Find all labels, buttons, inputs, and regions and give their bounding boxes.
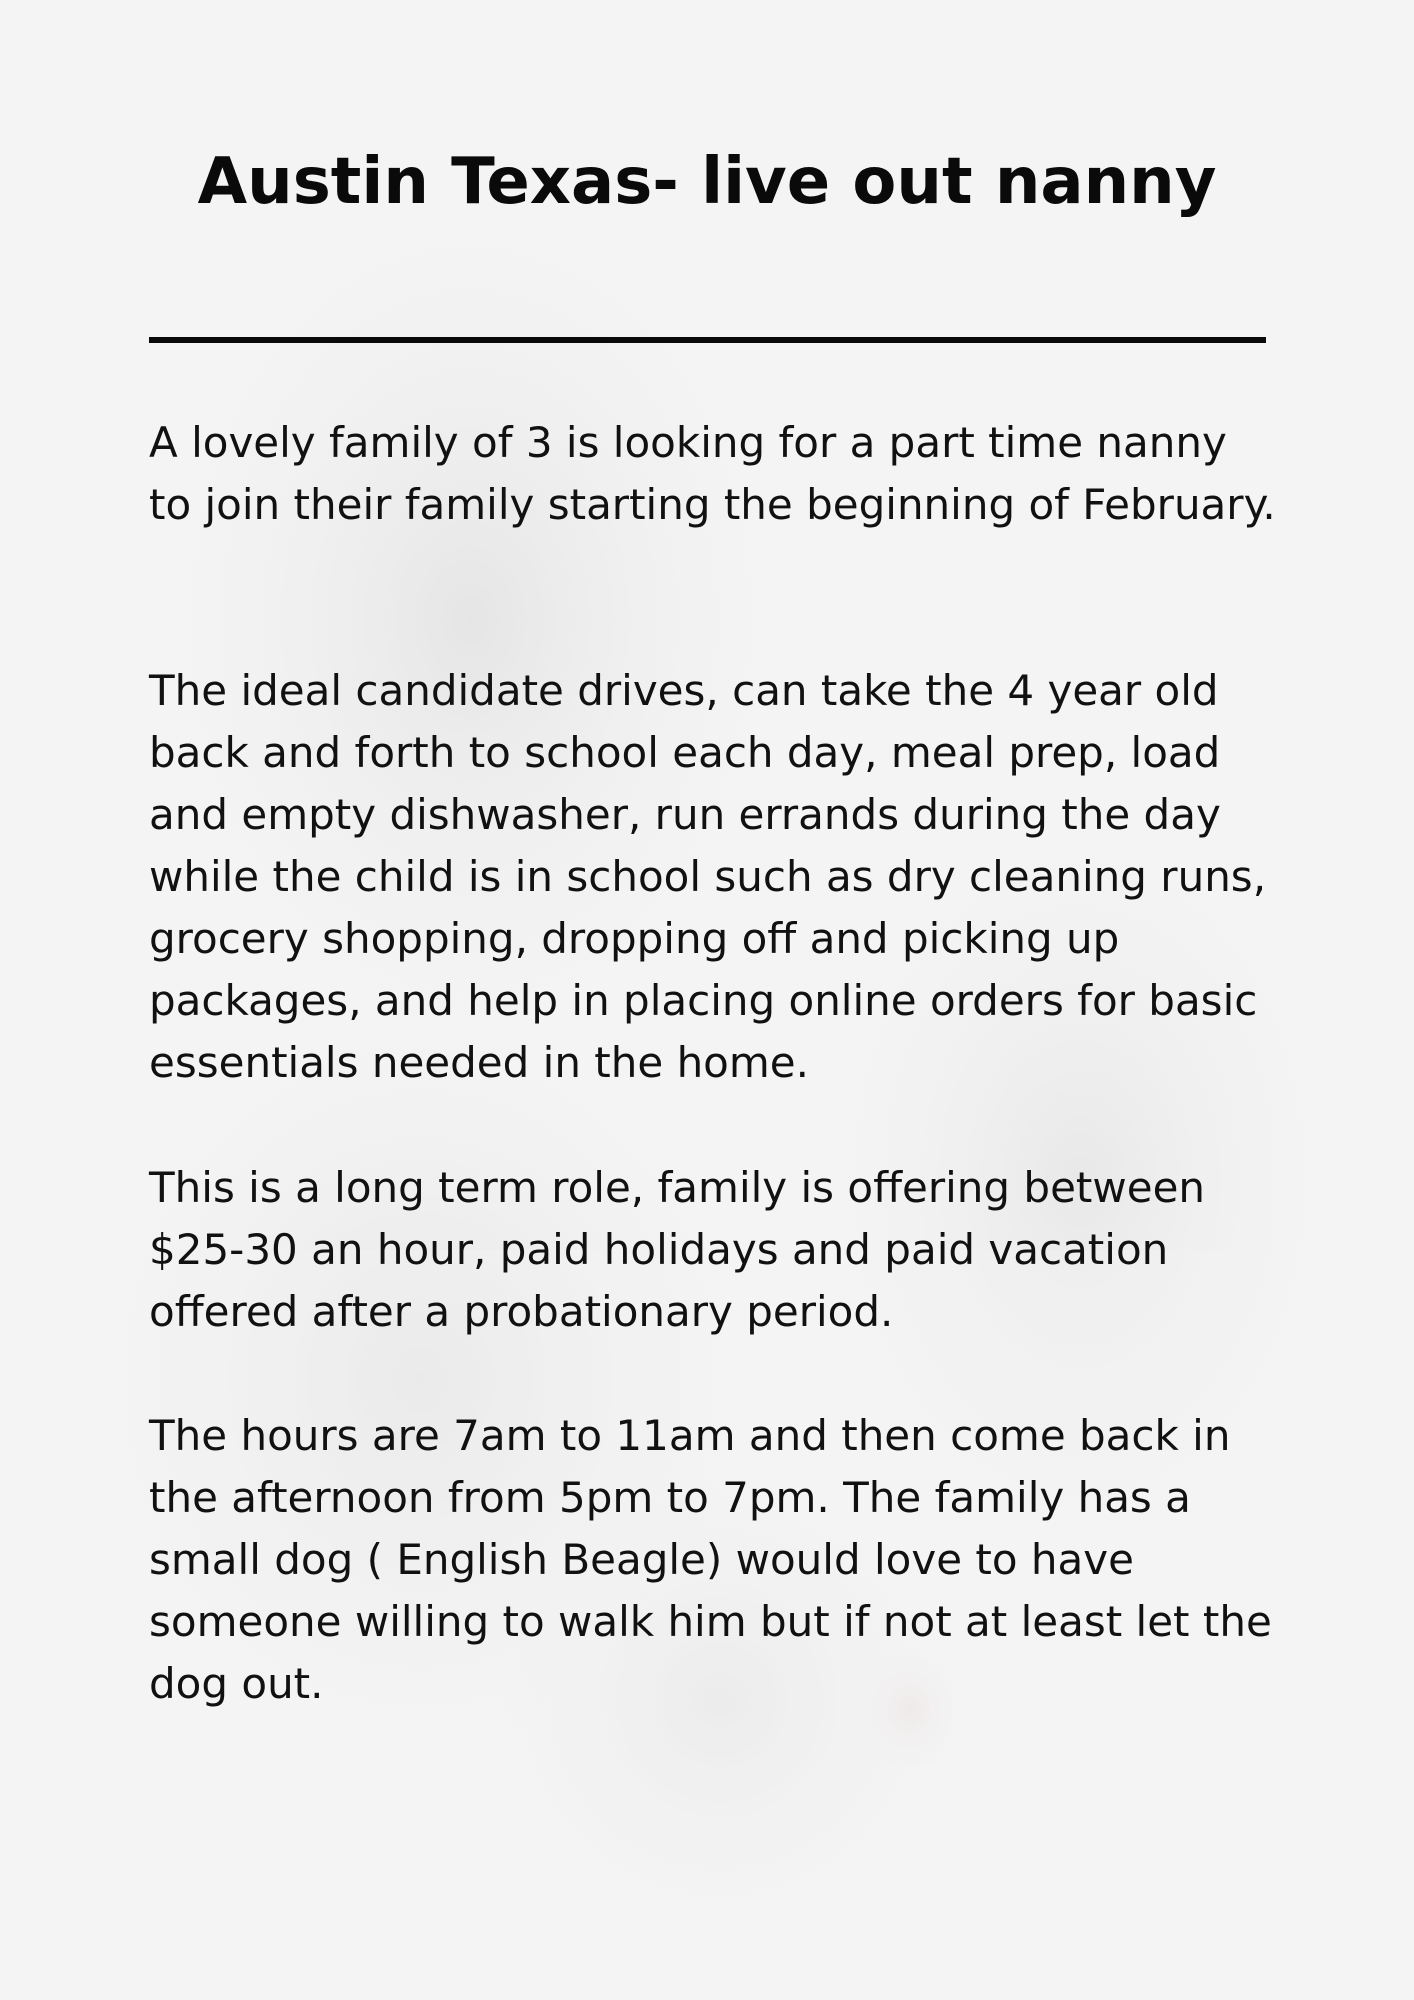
paragraph-duties: The ideal candidate drives, can take the 4 year old back and forth to school each day, meal prep, load and empty dishwasher, run errands during the day while the child is in school such as dry cleaning runs, grocery shopping, dropping off and picking up packages, and help in placing online orders for basic essentials needed in the home. bbox=[149, 666, 1267, 1087]
paragraph-intro: A lovely family of 3 is looking for a part time nanny to join their family starting the beginning of February. bbox=[149, 418, 1276, 529]
paragraph-compensation: This is a long term role, family is offering between $25-30 an hour, paid holidays and paid vacation offered after a probationary period. bbox=[149, 1163, 1206, 1336]
page-title: Austin Texas- live out nanny bbox=[197, 145, 1217, 219]
title-divider bbox=[149, 337, 1266, 343]
paragraph-hours: The hours are 7am to 11am and then come back in the afternoon from 5pm to 7pm. The family has a small dog ( English Beagle) would love to have someone willing to walk him but if not at least let the dog out. bbox=[149, 1411, 1272, 1708]
